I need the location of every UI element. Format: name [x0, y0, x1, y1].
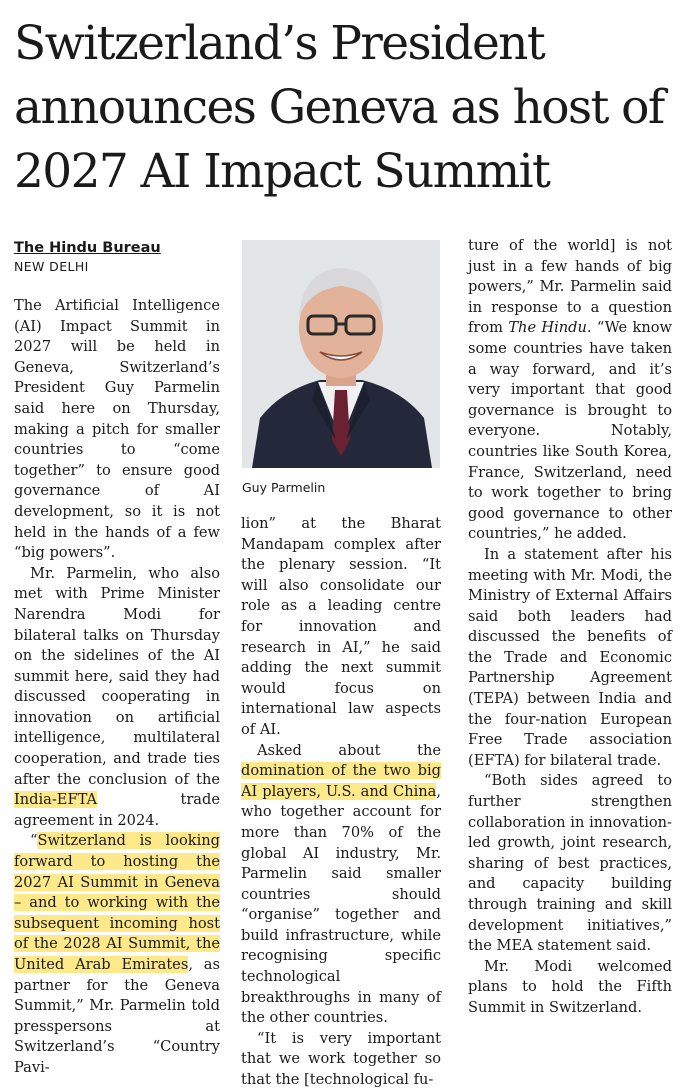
article-paragraph: [468, 771, 672, 956]
text-run: ture of the world] is not just in a few hands of big powers,” Mr. Parmelin said in response to a question from: [468, 237, 672, 337]
text-run: Asked about the: [257, 741, 441, 759]
byline-bureau: The Hindu Bureau: [14, 240, 161, 256]
text-run: . “We know some countries have taken a way forward, and it’s very important that good governance is brought to everyone. Notably, countries like South Korea, France, Switzerland, need to work together to bring good governance to other countries,” he added.: [468, 319, 672, 543]
text-run: lion” at the Bharat Mandapam complex after the plenary session. “It will also consolidate our role as a leading centre for innovation and research in AI,” he said adding the next summit would focus on international law aspects of AI.: [241, 515, 441, 738]
text-run: Mr. Parmelin, who also met with Prime Minister Narendra Modi for bilateral talks on Thursday on the sidelines of the AI summit here, said they had discussed cooperating in innovation on artificial intelligence, multilateral cooperation, and trade ties after the conclusion of the: [14, 564, 220, 788]
text-run: The Hindu: [508, 319, 587, 337]
text-run: The Artificial Intelligence (AI) Impact Summit in 2027 will be held in Geneva, Switzerland’s President Guy Parmelin said here on Thursday, making a pitch for smaller countries to “come together” to ensure good governance of AI development, so it is not held in the hands of a few “big powers”.: [14, 297, 220, 562]
text-run: “: [30, 832, 38, 850]
article-paragraph: [241, 741, 441, 1029]
byline: [14, 238, 220, 276]
highlighted-text: India-EFTA: [14, 791, 98, 809]
article-paragraph: [468, 236, 672, 545]
article-paragraph: [14, 296, 220, 564]
article-column-1: [14, 296, 220, 1079]
text-run: , who together account for more than 70% of the global AI industry, Mr. Parmelin said smaller countries should “organise” together and build infrastructure, while recognising specific technological breakthroughs in many of the other countries.: [241, 782, 441, 1027]
text-run: trade agreement in 2024.: [14, 791, 220, 829]
article-column-2: [241, 514, 441, 1091]
text-run: , as partner for the Geneva Summit,” Mr. Parmelin told presspersons at Switzerland’s “Country Pavi-: [14, 956, 220, 1076]
headline: Switzerland’s President announces Geneva as host of 2027 AI Impact Summit: [14, 16, 664, 199]
dateline: NEW DELHI: [14, 259, 89, 274]
portrait-photo: [242, 240, 440, 468]
article-paragraph: [468, 545, 672, 772]
portrait-illustration: [242, 240, 440, 468]
article-paragraph: [241, 514, 441, 741]
text-run: Mr. Modi welcomed plans to hold the Fifth Summit in Switzerland.: [468, 957, 672, 1016]
article-paragraph: [241, 1029, 441, 1091]
article-paragraph: [468, 957, 672, 1019]
article-column-3: [468, 236, 672, 1019]
text-run: In a statement after his meeting with Mr. Modi, the Ministry of External Affairs said both leaders had discussed the benefits of the Trade and Economic Partnership Agreement (TEPA) between India and the four-nation European Free Trade association (EFTA) for bilateral trade.: [468, 545, 672, 769]
text-run: “Both sides agreed to further strengthen collaboration in innovation-led growth, joint research, sharing of best practices, and capacity building through training and skill development initiatives,” the MEA statement said.: [468, 772, 672, 955]
photo-caption: Guy Parmelin: [242, 480, 326, 495]
text-run: “It is very important that we work together so that the [technological fu-: [241, 1029, 441, 1089]
highlighted-text: Switzerland is looking forward to hosting the 2027 AI Summit in Geneva – and to working with the subsequent incoming host of the 2028 AI Summit, the United Arab Emirates: [14, 832, 220, 973]
article-paragraph: [14, 831, 220, 1078]
highlighted-text: domination of the two big AI players, U.S. and China: [241, 762, 441, 800]
article-paragraph: [14, 564, 220, 832]
